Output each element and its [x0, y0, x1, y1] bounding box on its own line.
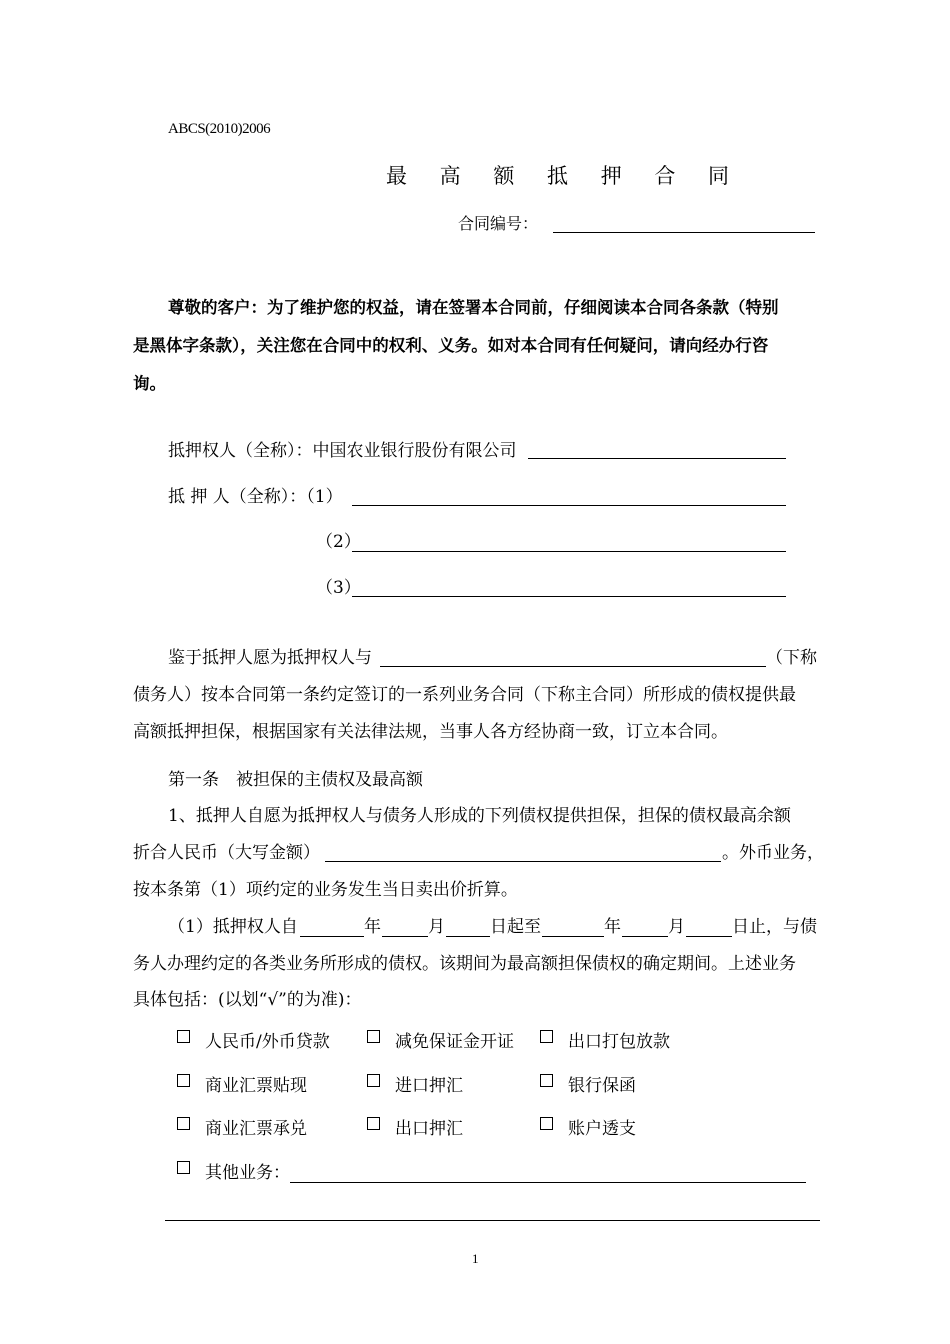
article-1-p2-line-2: 务人办理约定的各类业务所形成的债权。该期间为最高额担保债权的确定期间。上述业务: [133, 954, 796, 974]
option-label: 商业汇票承兑: [205, 1119, 307, 1139]
other-business-label: 其他业务：: [205, 1163, 290, 1183]
footer-divider: [165, 1220, 820, 1221]
mortgagor-field-3[interactable]: [352, 596, 786, 597]
period-start-label: （1）抵押权人自: [168, 917, 298, 937]
start-day-label: 日起至: [490, 917, 541, 937]
recital-line-1b: （下称: [766, 648, 817, 668]
end-day-label: 日止，与债: [732, 917, 817, 937]
start-year-field[interactable]: [300, 936, 364, 937]
option-label: 出口打包放款: [568, 1032, 670, 1052]
end-day-field[interactable]: [686, 936, 732, 937]
article-1-p1-line-2b: 。外币业务，: [722, 843, 824, 863]
article-1-p1-line-3: 按本条第（1）项约定的业务发生当日卖出价折算。: [133, 880, 518, 900]
checkbox-bill-acceptance[interactable]: [177, 1117, 190, 1130]
article-1-p1-line-2a: 折合人民币（大写金额）: [133, 843, 320, 863]
option-label: 减免保证金开证: [395, 1032, 514, 1052]
end-month-label: 月: [668, 917, 685, 937]
checkbox-packing-loan[interactable]: [540, 1030, 553, 1043]
end-year-field[interactable]: [542, 936, 604, 937]
option-label: 银行保函: [568, 1076, 636, 1096]
checkbox-other-business[interactable]: [177, 1161, 190, 1174]
mortgagee-field[interactable]: [528, 458, 786, 459]
option-label: 进口押汇: [395, 1076, 463, 1096]
debtor-field[interactable]: [380, 666, 766, 667]
option-label: 人民币/外币贷款: [205, 1032, 330, 1052]
end-year-label: 年: [604, 917, 621, 937]
checkbox-rmb-fx-loan[interactable]: [177, 1030, 190, 1043]
article-1-p1-line-1: 1、抵押人自愿为抵押权人与债务人形成的下列债权提供担保，担保的债权最高余额: [168, 806, 791, 826]
article-1-heading: 第一条 被担保的主债权及最高额: [168, 770, 423, 790]
contract-number-field[interactable]: [553, 232, 815, 233]
mortgagor-item-2: （2）: [316, 532, 361, 552]
notice-line-2: 是黑体字条款），关注您在合同中的权利、义务。如对本合同有任何疑问，请向经办行咨: [133, 336, 769, 355]
mortgagor-field-1[interactable]: [352, 505, 786, 506]
recital-line-1a: 鉴于抵押人愿为抵押权人与: [168, 648, 372, 668]
mortgagee-label: 抵押权人（全称）：中国农业银行股份有限公司: [168, 441, 517, 461]
checkbox-reduced-margin-lc[interactable]: [367, 1030, 380, 1043]
mortgagor-field-2[interactable]: [352, 551, 786, 552]
start-day-field[interactable]: [446, 936, 490, 937]
max-amount-field[interactable]: [325, 861, 721, 862]
document-title: 最 高 额 抵 押 合 同: [386, 164, 743, 188]
option-label: 账户透支: [568, 1119, 636, 1139]
page-number: 1: [472, 1251, 479, 1266]
checkbox-overdraft[interactable]: [540, 1117, 553, 1130]
mortgagor-label: 抵 押 人（全称）：（1）: [168, 487, 343, 507]
notice-line-3: 询。: [133, 374, 166, 393]
other-business-field[interactable]: [290, 1182, 806, 1183]
checkbox-bill-discount[interactable]: [177, 1074, 190, 1087]
checkbox-import-bill[interactable]: [367, 1074, 380, 1087]
option-label: 出口押汇: [395, 1119, 463, 1139]
mortgagor-item-3: （3）: [316, 578, 361, 598]
form-code: ABCS(2010)2006: [168, 121, 271, 137]
checkbox-bank-guarantee[interactable]: [540, 1074, 553, 1087]
start-month-field[interactable]: [382, 936, 428, 937]
article-1-p2-line-3: 具体包括：(以划“√”的为准)：: [133, 990, 362, 1010]
end-month-field[interactable]: [622, 936, 668, 937]
start-month-label: 月: [428, 917, 445, 937]
recital-line-2: 债务人）按本合同第一条约定签订的一系列业务合同（下称主合同）所形成的债权提供最: [133, 685, 796, 705]
start-year-label: 年: [364, 917, 381, 937]
option-label: 商业汇票贴现: [205, 1076, 307, 1096]
contract-number-label: 合同编号：: [458, 214, 539, 233]
checkbox-export-bill[interactable]: [367, 1117, 380, 1130]
recital-line-3: 高额抵押担保，根据国家有关法律法规，当事人各方经协商一致，订立本合同。: [133, 722, 728, 742]
notice-line-1: 尊敬的客户：为了维护您的权益，请在签署本合同前，仔细阅读本合同各条款（特别: [168, 298, 779, 317]
